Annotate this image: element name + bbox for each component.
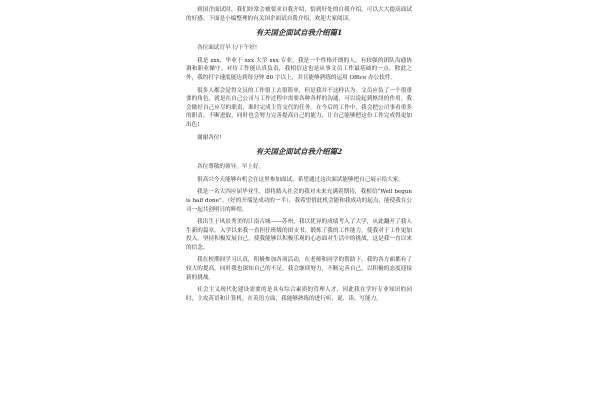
document-content [186,6,412,307]
section2-paragraph-5: 社会主义现代化建设需要的是具有综合素质的管理人才，因此我在学好专业知识的同时，主攻英语和计算机，在英语方面，我能够熟练的进行听、说、读、写能力。 [186,287,412,302]
intro-paragraph: 到国企面试时，我们经常会被要求自我介绍，恰到好处的自我介绍，可以大大提高面试的好感。下面是小编整理的有关国企面试自我介绍，欢迎大家阅读。 [186,7,412,22]
section2-paragraph-2: 我是一名大四应届毕业生，即将踏入社会的我对未来充满着期待，我相信“Well begun is half done”。（好的开端是成功的一半）。我希望借此机会能和我成功的起点，能使我在公司一起共创明日的辉煌。 [186,189,412,213]
section2-greeting: 各位尊敬的领导，早上好。 [197,164,265,171]
section2-paragraph-1: 很高兴今天能够有机会在这里参加面试，希望通过这次面试能够把自己展示给大家。 [197,176,404,183]
section1-paragraph-2: 很多人都会觉得文员的工作很上去很简单，但是我并不这样认为。文员应负了一个很重要的角色，就是在自己公司与工作过程中需要各种各样的沟通，可以说起到枢纽的作用。我会做好自己应尽的职责，准时完成主管交代的任务。在今后的工作中，我会把公司事看重多的职责，不断进取，同时也会努力完善提高自己的能力，让自己能够把这份工作完成得更加出色! [186,87,412,128]
section2-paragraph-3: 我出生于风景秀美的江南古城——苏州，我以优异的成绩考入了大学，从此翻开了我人生新的篇章。入学以来我一直担任班级的团支书，锻炼了我的工作能力，使我对于工作更加投入。坚持积极发展自己，使我能够以积极乐观的心态面对生活中的挑战，这是我一直以来的信念。 [186,219,412,251]
section2-paragraph-4: 我在校期间学习认真，积极参加各项活动，在老师和同学的帮助下，我的各方面都有了较大的提高。同时我也深知自己的不足，我会继续努力，不断完善自己，以积极的态度迎接新的挑战。 [186,257,412,281]
section1-paragraph-1: 我是 xxx，毕业于 xxx 大学 xxx 专业。我是一个性格开朗的人，有较强的团队沟通协调和职业操守。对待工作能认真负责，我相信这也是从事文员工作最基础的一点。除此之外，我的打字速度能达到每分钟 80 字以上，并且能够熟练的运用 Office 办公软件。 [186,57,412,81]
section1-greeting: 各位面试官早上/下午好! [197,45,258,52]
section1-thanks: 谢谢各位! [197,134,222,141]
section-heading-2: 有关国企面试自我介绍篇2 [255,147,343,157]
section-heading-1: 有关国企面试自我介绍篇1 [255,28,343,38]
